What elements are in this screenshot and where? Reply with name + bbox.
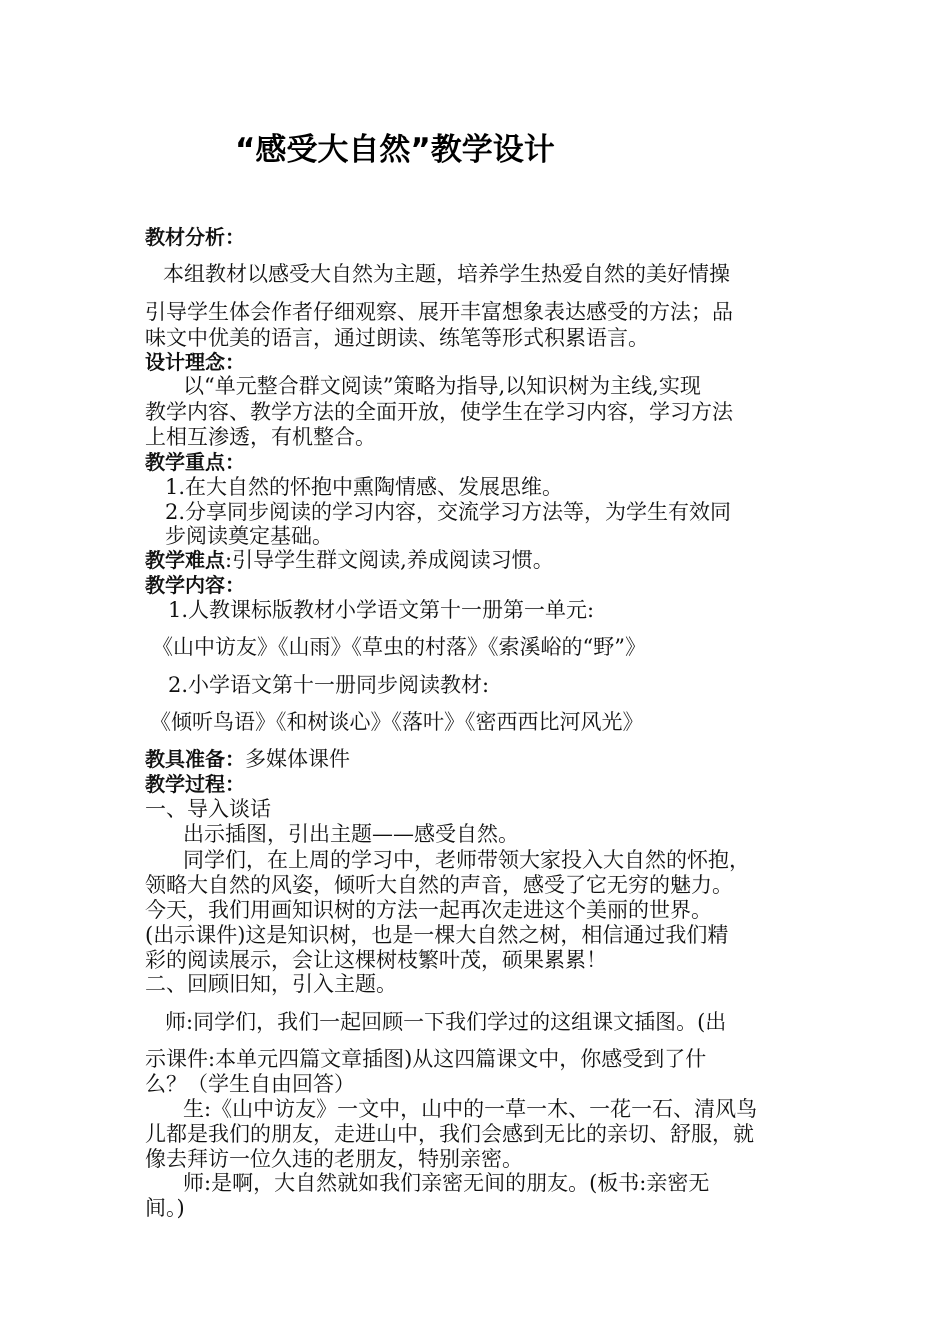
- document-title: “感受大自然”教学设计: [235, 132, 555, 168]
- process-line-15: 师:是啊，大自然就如我们亲密无间的朋友。(板书:亲密无: [183, 1171, 710, 1195]
- heading-tools: 教具准备：: [145, 747, 245, 771]
- focus-line-1: 1.在大自然的怀抱中熏陶情感、发展思维。: [165, 475, 564, 499]
- heading-process: 教学过程：: [145, 772, 245, 796]
- focus-line-2: 2.分享同步阅读的学习内容，交流学习方法等，为学生有效同: [165, 500, 732, 524]
- focus-line-3: 步阅读奠定基础。: [165, 524, 333, 548]
- concept-line-2: 教学内容、教学方法的全面开放，使学生在学习内容，学习方法: [145, 400, 733, 424]
- analysis-line-3: 味文中优美的语言，通过朗读、练笔等形式积累语言。: [145, 326, 649, 350]
- difficulty-row: [145, 548, 554, 572]
- process-line-13: 儿都是我们的朋友，走进山中，我们会感到无比的亲切、舒服，就: [145, 1122, 754, 1146]
- concept-line-3: 上相互渗透，有机整合。: [145, 425, 376, 449]
- process-line-3: 同学们，在上周的学习中，老师带领大家投入大自然的怀抱，: [183, 848, 750, 872]
- process-line-5: 今天，我们用画知识树的方法一起再次走进这个美丽的世界。: [145, 898, 712, 922]
- tools-text: 多媒体课件: [245, 747, 350, 771]
- content-line-1: 1.人教课标版教材小学语文第十一册第一单元:: [168, 598, 595, 622]
- process-line-8: 二、回顾旧知，引入主题。: [145, 972, 397, 996]
- process-line-11: 么？（学生自由回答）: [145, 1072, 355, 1096]
- content-line-2: 《山中访友》《山雨》《草虫的村落》《索溪峪的“野”》: [152, 635, 646, 659]
- process-line-10: 示课件:本单元四篇文章插图)从这四篇课文中，你感受到了什: [145, 1047, 707, 1071]
- analysis-line-1: 本组教材以感受大自然为主题，培养学生热爱自然的美好情操: [163, 262, 730, 286]
- process-line-1: 一、导入谈话: [145, 797, 271, 821]
- heading-difficulty: 教学难点: [145, 548, 225, 572]
- process-line-4: 领略大自然的风姿，倾听大自然的声音，感受了它无穷的魅力。: [145, 873, 733, 897]
- tools-row: [145, 747, 350, 771]
- concept-line-1: 以“单元整合群文阅读”策略为指导,以知识树为主线,实现: [183, 374, 701, 398]
- process-line-9: 师:同学们，我们一起回顾一下我们学过的这组课文插图。(出: [165, 1010, 727, 1034]
- process-line-14: 像去拜访一位久违的老朋友，特别亲密。: [145, 1147, 523, 1171]
- heading-concept: 设计理念：: [145, 350, 245, 374]
- content-line-4: 《倾听鸟语》《和树谈心》《落叶》《密西西比河风光》: [150, 710, 644, 734]
- analysis-line-2: 引导学生体会作者仔细观察、展开丰富想象表达感受的方法；品: [145, 300, 733, 324]
- process-line-7: 彩的阅读展示，会让这棵树枝繁叶茂，硕果累累！: [145, 948, 607, 972]
- heading-content: 教学内容：: [145, 573, 245, 597]
- process-line-6: (出示课件)这是知识树，也是一棵大自然之树，相信通过我们精: [145, 923, 729, 947]
- heading-focus: 教学重点：: [145, 450, 245, 474]
- difficulty-text: :引导学生群文阅读,养成阅读习惯。: [225, 548, 554, 572]
- process-line-16: 间。): [145, 1196, 185, 1220]
- process-line-2: 出示插图，引出主题——感受自然。: [183, 822, 519, 846]
- heading-analysis: 教材分析：: [145, 225, 245, 249]
- process-line-12: 生:《山中访友》一文中，山中的一草一木、一花一石、清风鸟: [183, 1097, 758, 1121]
- content-line-3: 2.小学语文第十一册同步阅读教材:: [168, 673, 490, 697]
